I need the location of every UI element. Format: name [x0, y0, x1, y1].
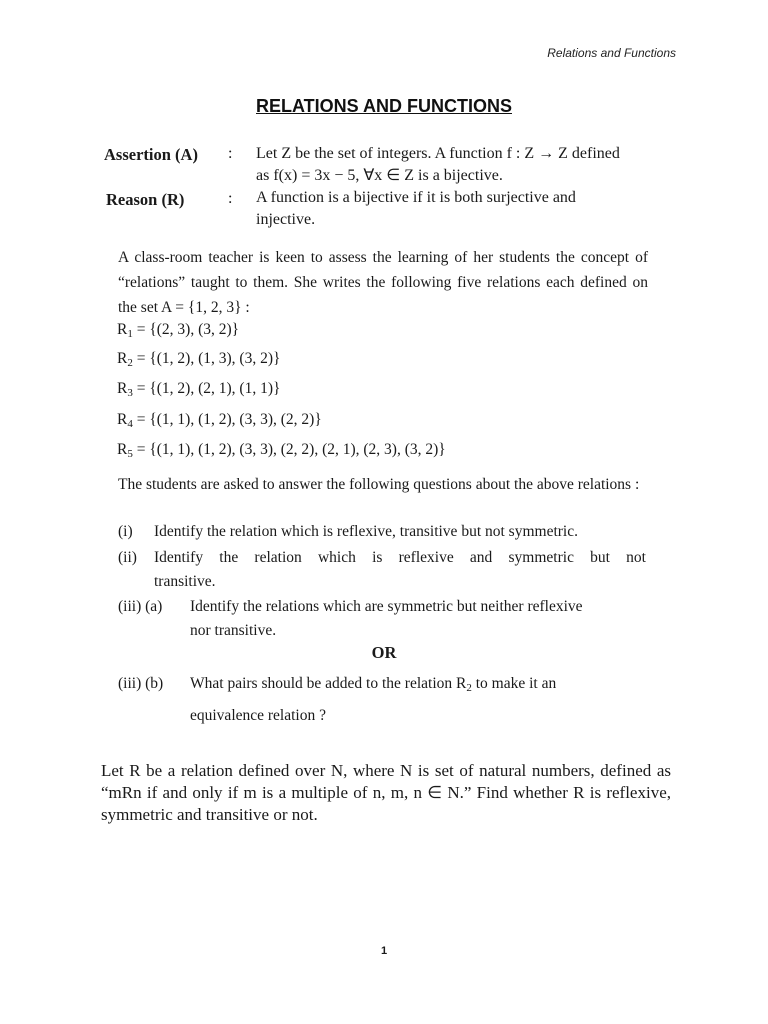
assertion-colon: : [228, 145, 233, 162]
question-iii-a-line-2: nor transitive. [190, 622, 277, 639]
question-label-iii-b: (iii) (b) [118, 675, 164, 692]
case-study-intro: A class-room teacher is keen to assess the learning of her students the concept of “relations” taught to them. She writes the following five relations each defined on the set A = {1, 2, 3} : [118, 249, 648, 316]
question-label-ii: (ii) [118, 549, 137, 566]
question-ii-line-2: transitive. [154, 573, 216, 590]
question-text-iii-b [190, 672, 646, 728]
question-i-line-1: Identify the relation which is reflexive, transitive but not symmetric. [154, 523, 578, 540]
relation-r1: $R_1 = \{(2$, 3), (3, 2)} [117, 321, 240, 340]
relation-r4: $R_4 = \{(1$, 1), (1, 2), (3, 3), (2, 2)} [117, 411, 322, 430]
relation-r5: $R_5 = \{(1$, 1), (1, 2), (3, 3), (2, 2), (2, 1), (2, 3), (3, 2)} [117, 441, 446, 460]
page-number: 1 [380, 945, 388, 957]
assertion-line-1: Let Z be the set of integers. A function f : Z → Z defined [256, 145, 620, 162]
questions-prompt: The students are asked to answer the following questions about the above relations : [118, 476, 640, 493]
question-text-i [154, 520, 646, 544]
running-header: Relations and Functions [547, 46, 676, 60]
question-iii-b-line-1: What pairs should be added to the relation $R_2$ to make it an [190, 675, 557, 694]
question-text-ii [154, 546, 646, 594]
assertion-text [256, 143, 671, 187]
question-label-i: (i) [118, 523, 133, 540]
relation-r3: $R_3 = \{(1$, 2), (2, 1), (1, 1)} [117, 380, 281, 399]
question-iii-b-line-2: equivalence relation ? [190, 707, 326, 724]
or-separator: OR [371, 643, 397, 662]
reason-colon: : [228, 190, 233, 207]
reason-text [256, 187, 671, 231]
reason-line-1: A function is a bijective if it is both surjective and [256, 189, 576, 206]
reason-label: Reason (R) [106, 190, 185, 209]
relation-r2: $R_2 = \{(1$, 2), (1, 3), (3, 2)} [117, 350, 281, 369]
final-question: Let R be a relation defined over N, where N is set of natural numbers, defined as “mRn if and only if m is a multiple of n, m, n ∈ N.” Find whether R is reflexive, symmetric and transitive or not. [101, 761, 671, 824]
question-label-iii-a: (iii) (a) [118, 598, 163, 615]
assertion-label: Assertion (A) [104, 145, 198, 164]
question-text-iii-a [190, 595, 646, 643]
question-ii-line-1: Identify the relation which is reflexive and symmetric but not [154, 549, 646, 566]
question-iii-a-line-1: Identify the relations which are symmetric but neither reflexive [190, 598, 583, 615]
page-title: RELATIONS AND FUNCTIONS [256, 96, 512, 116]
reason-line-2: injective. [256, 211, 316, 228]
assertion-line-2: as f(x) = 3x − 5, ∀x ∈ Z is a bijective. [256, 167, 503, 184]
